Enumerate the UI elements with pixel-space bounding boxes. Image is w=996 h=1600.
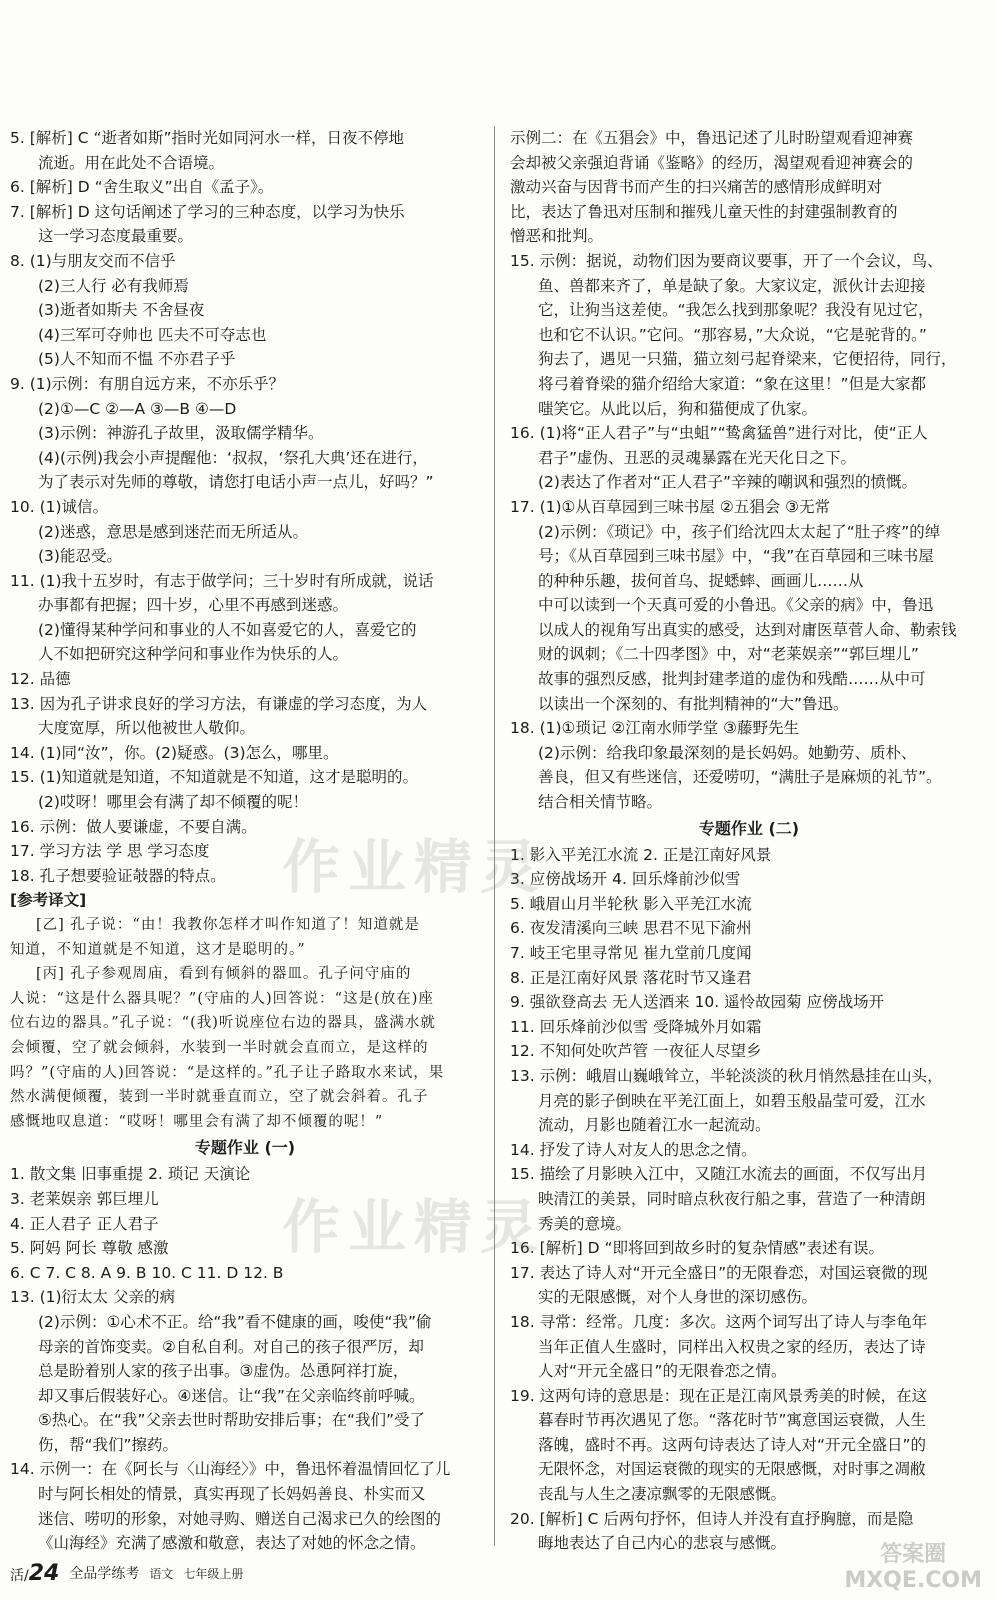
answer-line: 5. [解析] C “逝者如斯”指时光如同河水一样，日夜不停地: [10, 129, 405, 147]
answer-line: 17. 表达了诗人对“开元全盛日”的无限眷恋，对国运衰微的现: [510, 1263, 928, 1282]
answer-line: (2)示例：《琐记》中，孩子们给沈四太太起了“肚子疼”的绰: [538, 522, 941, 541]
answer-line: 时与阿长相处的情景，真实再现了长妈妈善良、朴实而又: [38, 1485, 426, 1504]
answer-line: 3. 应傍战场开 4. 回乐烽前沙似雪: [510, 870, 741, 889]
answer-line: 会倾覆，空了就会倾斜，水装到一半时就会直而立，是这样的: [10, 1039, 429, 1056]
site-watermark: [844, 1542, 982, 1594]
answer-line: 月亮的影子倒映在平羌江面上，如碧玉般晶莹可爱，江水: [538, 1091, 926, 1110]
answer-line: 12. 不知何处吹芦管 一夜征人尽望乡: [510, 1042, 762, 1061]
answer-line: 知道，不知道就是不知道，这才是聪明的。”: [10, 941, 306, 958]
answer-line: 当年正值人生盛时，同样出入权贵之家的经历，表达了诗: [538, 1337, 926, 1356]
answer-line: 然水满便倾覆，装到一半时就垂直而立，空了就会斜着。孔子: [10, 1089, 429, 1106]
answer-line: 无限怀念，对国运衰微的现实的无限感慨，对时事之凋敝: [538, 1460, 926, 1479]
answer-line: ⑤热心。在“我”父亲去世时帮助安排后事；在“我们”受了: [38, 1411, 426, 1430]
answer-line: 以成人的视角写出真实的感受，达到对庸医草菅人命、勒索钱: [538, 620, 957, 639]
answer-line: (2)哎呀！哪里会有满了却不倾覆的呢！: [38, 793, 308, 812]
answer-line: 会却被父亲强迫背诵《鉴略》的经历，渴望观看迎神赛会的: [510, 153, 914, 172]
answer-line: (4)(示例)我会小声提醒他：‘叔叔，‘祭孔大典’还在进行，: [38, 448, 428, 467]
answer-line: 映清江的美景，同时暗点秋夜行船之事，营造了一种清朗: [538, 1189, 926, 1208]
answer-line: 14. (1)同“汝”，你。(2)疑惑。(3)怎么，哪里。: [10, 743, 339, 762]
answer-line: 6. [解析] D “舍生取义”出自《孟子》。: [10, 178, 274, 197]
answer-line: (2)示例：给我印象最深刻的是长妈妈。她勤劳、质朴、: [538, 743, 917, 762]
answer-line: 16. [解析] D “即将回到故乡时的复杂情感”表述有误。: [510, 1239, 885, 1258]
answer-line: 9. 强欲登高去 无人送酒来 10. 遥怜故园菊 应傍战场开: [510, 993, 885, 1012]
answer-line: 嗤笑它。从此以后，狗和猫便成了仇家。: [538, 399, 818, 418]
answer-line: 憎恶和批判。: [510, 227, 604, 246]
answer-line: 人对“开元全盛日”的无限眷恋之情。: [538, 1362, 787, 1381]
answer-line: (3)能忍受。: [38, 547, 122, 566]
answer-line: 暮春时节再次遇见了您。“落花时节”寓意国运衰微，人生: [538, 1411, 927, 1430]
answer-line: [丙] 孔子参观周庙，看到有倾斜的器皿。孔子问守庙的: [36, 966, 412, 983]
answer-line: 14. 抒发了诗人对友人的思念之情。: [510, 1140, 757, 1159]
footer-brand: 全品学练考: [69, 1566, 140, 1582]
answer-line: 感慨地叹息道：“哎呀！哪里会有满了却不倾覆的呢！”: [10, 1113, 384, 1130]
answer-line: 位右边的器具。”孔子说：“(我)听说座位右边的器具，盛满水就: [10, 1015, 436, 1032]
right-column: [510, 126, 988, 1556]
answer-line: 10. (1)诚信。: [10, 497, 109, 516]
answer-line: 人说：“这是什么器具呢？”(守庙的人)回答说：“这是(放在)座: [10, 990, 434, 1007]
answer-line: 3. 老莱娱亲 郭巨埋儿: [10, 1189, 159, 1208]
answer-line: 15. 示例：据说，动物们因为要商议要事，开了一个会议，鸟、: [510, 251, 943, 270]
answer-line: 18. 孔子想要验证攲器的特点。: [10, 866, 226, 885]
answer-line: 的种种乐趣，拔何首乌、捉蟋蟀、画画儿……从: [538, 571, 864, 590]
section-heading: 专题作业 (一): [194, 1138, 296, 1158]
answer-line: 18. 寻常：经常。几度：多次。这两个词写出了诗人与李龟年: [510, 1312, 928, 1331]
answer-line: 结合相关情节略。: [538, 793, 663, 812]
answer-line: (2)示例：①心术不正。给“我”看不健康的画，唆使“我”偷: [38, 1312, 432, 1331]
answer-line: 鱼、兽都来齐了，单是缺了象。大家议定，派伙计去迎接: [538, 276, 926, 295]
answer-line: 办事都有把握；四十岁，心里不再感到迷惑。: [38, 596, 349, 615]
answer-line: 君子”虚伪、丑恶的灵魂暴露在光天化日之下。: [538, 448, 857, 467]
answer-line: 19. 这两句诗的意思是：现在正是江南风景秀美的时候，在这: [510, 1386, 928, 1405]
answer-line: 15. (1)知道就是知道，不知道就是不知道，这才是聪明的。: [10, 768, 419, 787]
answer-line: 《山海经》充满了感激和敬意，表达了对她的怀念之情。: [38, 1534, 426, 1553]
answer-line: 9. (1)示例：有朋自远方来，不亦乐乎？: [10, 374, 285, 393]
answer-line: (3)示例：神游孔子故里，汲取儒学精华。: [38, 424, 324, 443]
answer-line: 以读出一个深刻的、有批判精神的“大”鲁迅。: [538, 694, 849, 713]
answer-line: 却又事后假装好心。④迷信。让“我”在父亲临终前呼喊。: [38, 1386, 425, 1405]
answer-line: 13. 示例：峨眉山巍峨耸立，半轮淡淡的秋月悄然悬挂在山头，: [510, 1066, 943, 1085]
answer-line: 总是盼着别人家的孩子出事。③虚伪。怂恿阿祥打旋，: [38, 1362, 409, 1381]
answer-line: 狗去了，遇见一只猫，猫立刻弓起脊梁来，它便招待，同行，: [538, 350, 957, 369]
answer-line: 16. (1)将“正人君子”与“虫蛆”“鸷禽猛兽”进行对比，使“正人: [510, 424, 928, 443]
answer-line: 财的讽刺；《二十四孝图》中，对“老莱娱亲”“郭巨埋儿”: [538, 645, 919, 664]
answer-line: [乙] 孔子说：“由！我教你怎样才叫作知道了！知道就是: [36, 917, 420, 933]
answer-line: 吗？”(守庙的人)回答说：“是这样的。”孔子让子路取水来试，果: [10, 1064, 445, 1081]
answer-line: 11. 回乐烽前沙似雪 受降城外月如霜: [510, 1017, 762, 1036]
footer-subject: 语文: [149, 1566, 174, 1581]
answer-line: 20. [解析] C 后两句抒怀，但诗人并没有直抒胸臆，而是隐: [510, 1509, 914, 1528]
answer-line: 11. (1)我十五岁时，有志于做学问；三十岁时有所成就，说话: [10, 571, 434, 590]
answer-line: 5. 峨眉山月半轮秋 影入平羌江水流: [510, 894, 752, 913]
footer-page-number: 活/24: [10, 1560, 60, 1586]
answer-line: 秀美的意境。: [538, 1214, 632, 1233]
answer-line: 示例二：在《五猖会》中，鲁迅记述了儿时盼望观看迎神赛: [510, 129, 914, 147]
answer-line: 善良，但又有些迷信，还爱唠叨，“满肚子是麻烦的礼节”。: [538, 768, 942, 787]
answer-line: 流逝。用在此处不合语境。: [38, 153, 225, 172]
answer-line: 8. 正是江南好风景 落花时节又逢君: [510, 968, 752, 987]
answer-line: 流动，月影也随着江水一起流动。: [538, 1116, 771, 1135]
answer-line: 17. (1)①从百草园到三味书屋 ②五猖会 ③无常: [510, 497, 831, 516]
answer-line: 比，表达了鲁迅对压制和摧残儿童天性的封建强制教育的: [510, 202, 898, 221]
answer-line: (2)迷惑，意思是感到迷茫而无所适从。: [38, 522, 308, 541]
answer-line: 15. 描绘了月影映入江中，又随江水流去的画面，不仅写出月: [510, 1165, 928, 1184]
answer-line: 实的无限感慨，对个人身世的深切感伤。: [538, 1288, 818, 1307]
answer-line: [参考译文]: [10, 891, 87, 910]
answer-line: (2)三人行 必有我师焉: [38, 276, 189, 295]
answer-line: (3)逝者如斯夫 不舍昼夜: [38, 301, 205, 320]
section-heading: 专题作业 (二): [698, 818, 800, 838]
answer-line: 迷信、唠叨的形象，对她寻购、赠送自己渴求已久的绘图的: [38, 1509, 442, 1528]
answer-line: (5)人不知而不愠 不亦君子乎: [38, 350, 236, 369]
answer-line: 17. 学习方法 学 思 学习态度: [10, 842, 210, 861]
answer-line: 13. (1)衍太太 父亲的病: [10, 1288, 175, 1307]
answer-line: 也和它不认识。”它问。“那容易，”大众说，“它是驼背的。”: [538, 325, 927, 344]
answer-line: 1. 影入平羌江水流 2. 正是江南好风景: [510, 845, 772, 864]
answer-line: 伤，帮“我们”擦药。: [38, 1435, 179, 1454]
answer-line: 8. (1)与朋友交而不信乎: [10, 251, 176, 270]
footer-grade: 七年级上册: [183, 1566, 244, 1581]
answer-line: 这一学习态度最重要。: [38, 227, 194, 246]
answer-line: 12. 品德: [10, 670, 71, 689]
answer-line: 为了表示对先师的尊敬，请您打电话小声一点儿，好吗？”: [38, 473, 434, 492]
answer-line: 大度宽厚，所以他被世人敬仰。: [38, 719, 256, 738]
answer-line: 人不如把研究这种学问和事业作为快乐的人。: [38, 645, 349, 664]
answer-line: 6. C 7. C 8. A 9. B 10. C 11. D 12. B: [10, 1263, 284, 1282]
answer-line: 4. 正人君子 正人君子: [10, 1214, 159, 1233]
answer-line: 丧乱与人生之凄凉飘零的无限感慨。: [538, 1485, 787, 1504]
answer-line: 1. 散文集 旧事重提 2. 琐记 天演论: [10, 1165, 251, 1184]
answer-line: 13. 因为孔子讲求良好的学习方法，有谦虚的学习态度，为人: [10, 694, 428, 713]
answer-line: (2)懂得某种学问和事业的人不如喜爱它的人，喜爱它的: [38, 620, 417, 639]
watermark-text-2: 作业精灵: [282, 1193, 547, 1261]
site-watermark-url: MXQE.COM: [844, 1568, 982, 1593]
answer-line: 激动兴奋与因背书而产生的扫兴痛苦的感情形成鲜明对: [510, 178, 883, 197]
answer-line: (4)三军可夺帅也 匹夫不可夺志也: [38, 325, 267, 344]
answer-line: 号；《从百草园到三味书屋》中，“我”在百草园和三味书屋: [538, 547, 934, 566]
watermark-text: 作业精灵: [282, 833, 547, 901]
answer-line: 将弓着脊梁的猫介绍给大家道：“象在这里！”但是大家都: [538, 374, 927, 393]
answer-line: 6. 夜发清溪向三峡 思君不见下渝州: [510, 919, 752, 938]
answer-line: 7. 岐王宅里寻常见 崔九堂前几度闻: [510, 944, 752, 962]
answer-line: 18. (1)①琐记 ②江南水师学堂 ③藤野先生: [510, 719, 800, 738]
answer-line: 它，让狗当这差使。“我怎么找到那象呢？我没有见过它，: [538, 301, 934, 320]
answer-line: 母亲的首饰变卖。②自私自利。对自己的孩子很严厉，却: [38, 1337, 424, 1356]
answer-line: 5. 阿妈 阿长 尊敬 感激: [10, 1239, 169, 1258]
answer-line: 7. [解析] D 这句话阐述了学习的三种态度，以学习为快乐: [10, 202, 405, 221]
answer-line: 落魄，盛时不再。这两句诗表达了诗人对“开元全盛日”的: [538, 1435, 927, 1454]
site-watermark-name: 答案圈: [880, 1542, 947, 1567]
answer-line: (2)①—C ②—A ③—B ④—D: [38, 399, 237, 418]
answer-line: 中可以读到一个天真可爱的小鲁迅。《父亲的病》中，鲁迅: [538, 596, 934, 615]
answer-line: (2)表达了作者对“正人君子”辛辣的嘲讽和强烈的愤慨。: [538, 473, 918, 492]
answer-line: 晦地表达了自己内心的悲哀与感慨。: [538, 1534, 787, 1553]
answer-line: 16. 示例：做人要谦虚，不要自满。: [10, 817, 257, 836]
answer-line: 故事的强烈反感，批判封建孝道的虚伪和残酷……从中可: [538, 670, 926, 689]
page-footer: [10, 1558, 610, 1588]
answer-line: 14. 示例一：在《阿长与〈山海经〉》中，鲁迅怀着温情回忆了儿: [10, 1460, 451, 1479]
